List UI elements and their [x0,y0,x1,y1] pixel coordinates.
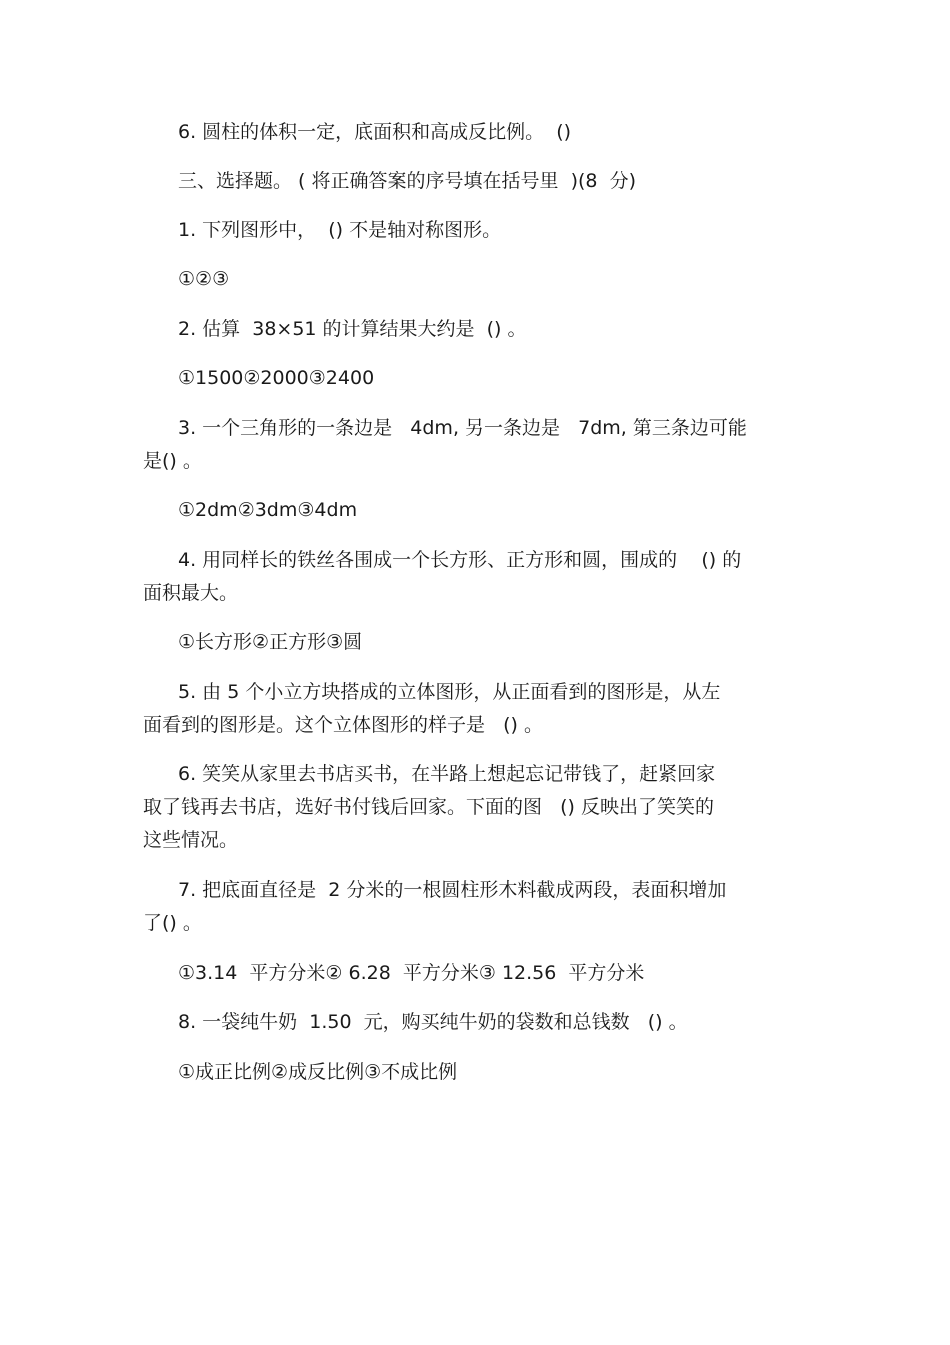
question-4: 4. 用同样长的铁丝各围成一个长方形、正方形和圆，围成的 () 的 [178,549,742,571]
question-5: 5. 由 5 个小立方块搭成的立体图形，从正面看到的图形是，从左 [178,681,721,703]
question-7-continued: 了() 。 [143,912,202,934]
question-5-continued: 面看到的图形是。这个立体图形的样子是 () 。 [143,714,543,736]
question-1-options: ①②③ [178,268,230,290]
question-8-options: ①成正比例②成反比例③不成比例 [178,1061,458,1083]
question-6: 6. 笑笑从家里去书店买书，在半路上想起忘记带钱了，赶紧回家 [178,763,716,785]
question-2-options: ①1500②2000③2400 [178,367,375,389]
question-4-options: ①长方形②正方形③圆 [178,631,363,653]
question-3-options: ①2dm②3dm③4dm [178,499,358,521]
question-7-options: ①3.14 平方分米② 6.28 平方分米③ 12.56 平方分米 [178,962,645,984]
question-4-continued: 面积最大。 [143,582,239,604]
question-6-continued: 取了钱再去书店，选好书付钱后回家。下面的图 () 反映出了笑笑的 [143,796,714,818]
judge-item-6: 6. 圆柱的体积一定，底面积和高成反比例。 () [178,121,572,143]
question-8: 8. 一袋纯牛奶 1.50 元，购买纯牛奶的袋数和总钱数 () 。 [178,1011,688,1033]
question-3: 3. 一个三角形的一条边是 4dm, 另一条边是 7dm, 第三条边可能 [178,417,747,439]
question-1: 1. 下列图形中， () 不是轴对称图形。 [178,219,502,241]
question-6-continued-2: 这些情况。 [143,829,239,851]
question-3-continued: 是() 。 [143,450,202,472]
question-2: 2. 估算 38×51 的计算结果大约是 () 。 [178,318,527,340]
section-heading-choice: 三、选择题。 ( 将正确答案的序号填在括号里 )(8 分) [178,170,636,192]
question-7: 7. 把底面直径是 2 分米的一根圆柱形木料截成两段，表面积增加 [178,879,727,901]
